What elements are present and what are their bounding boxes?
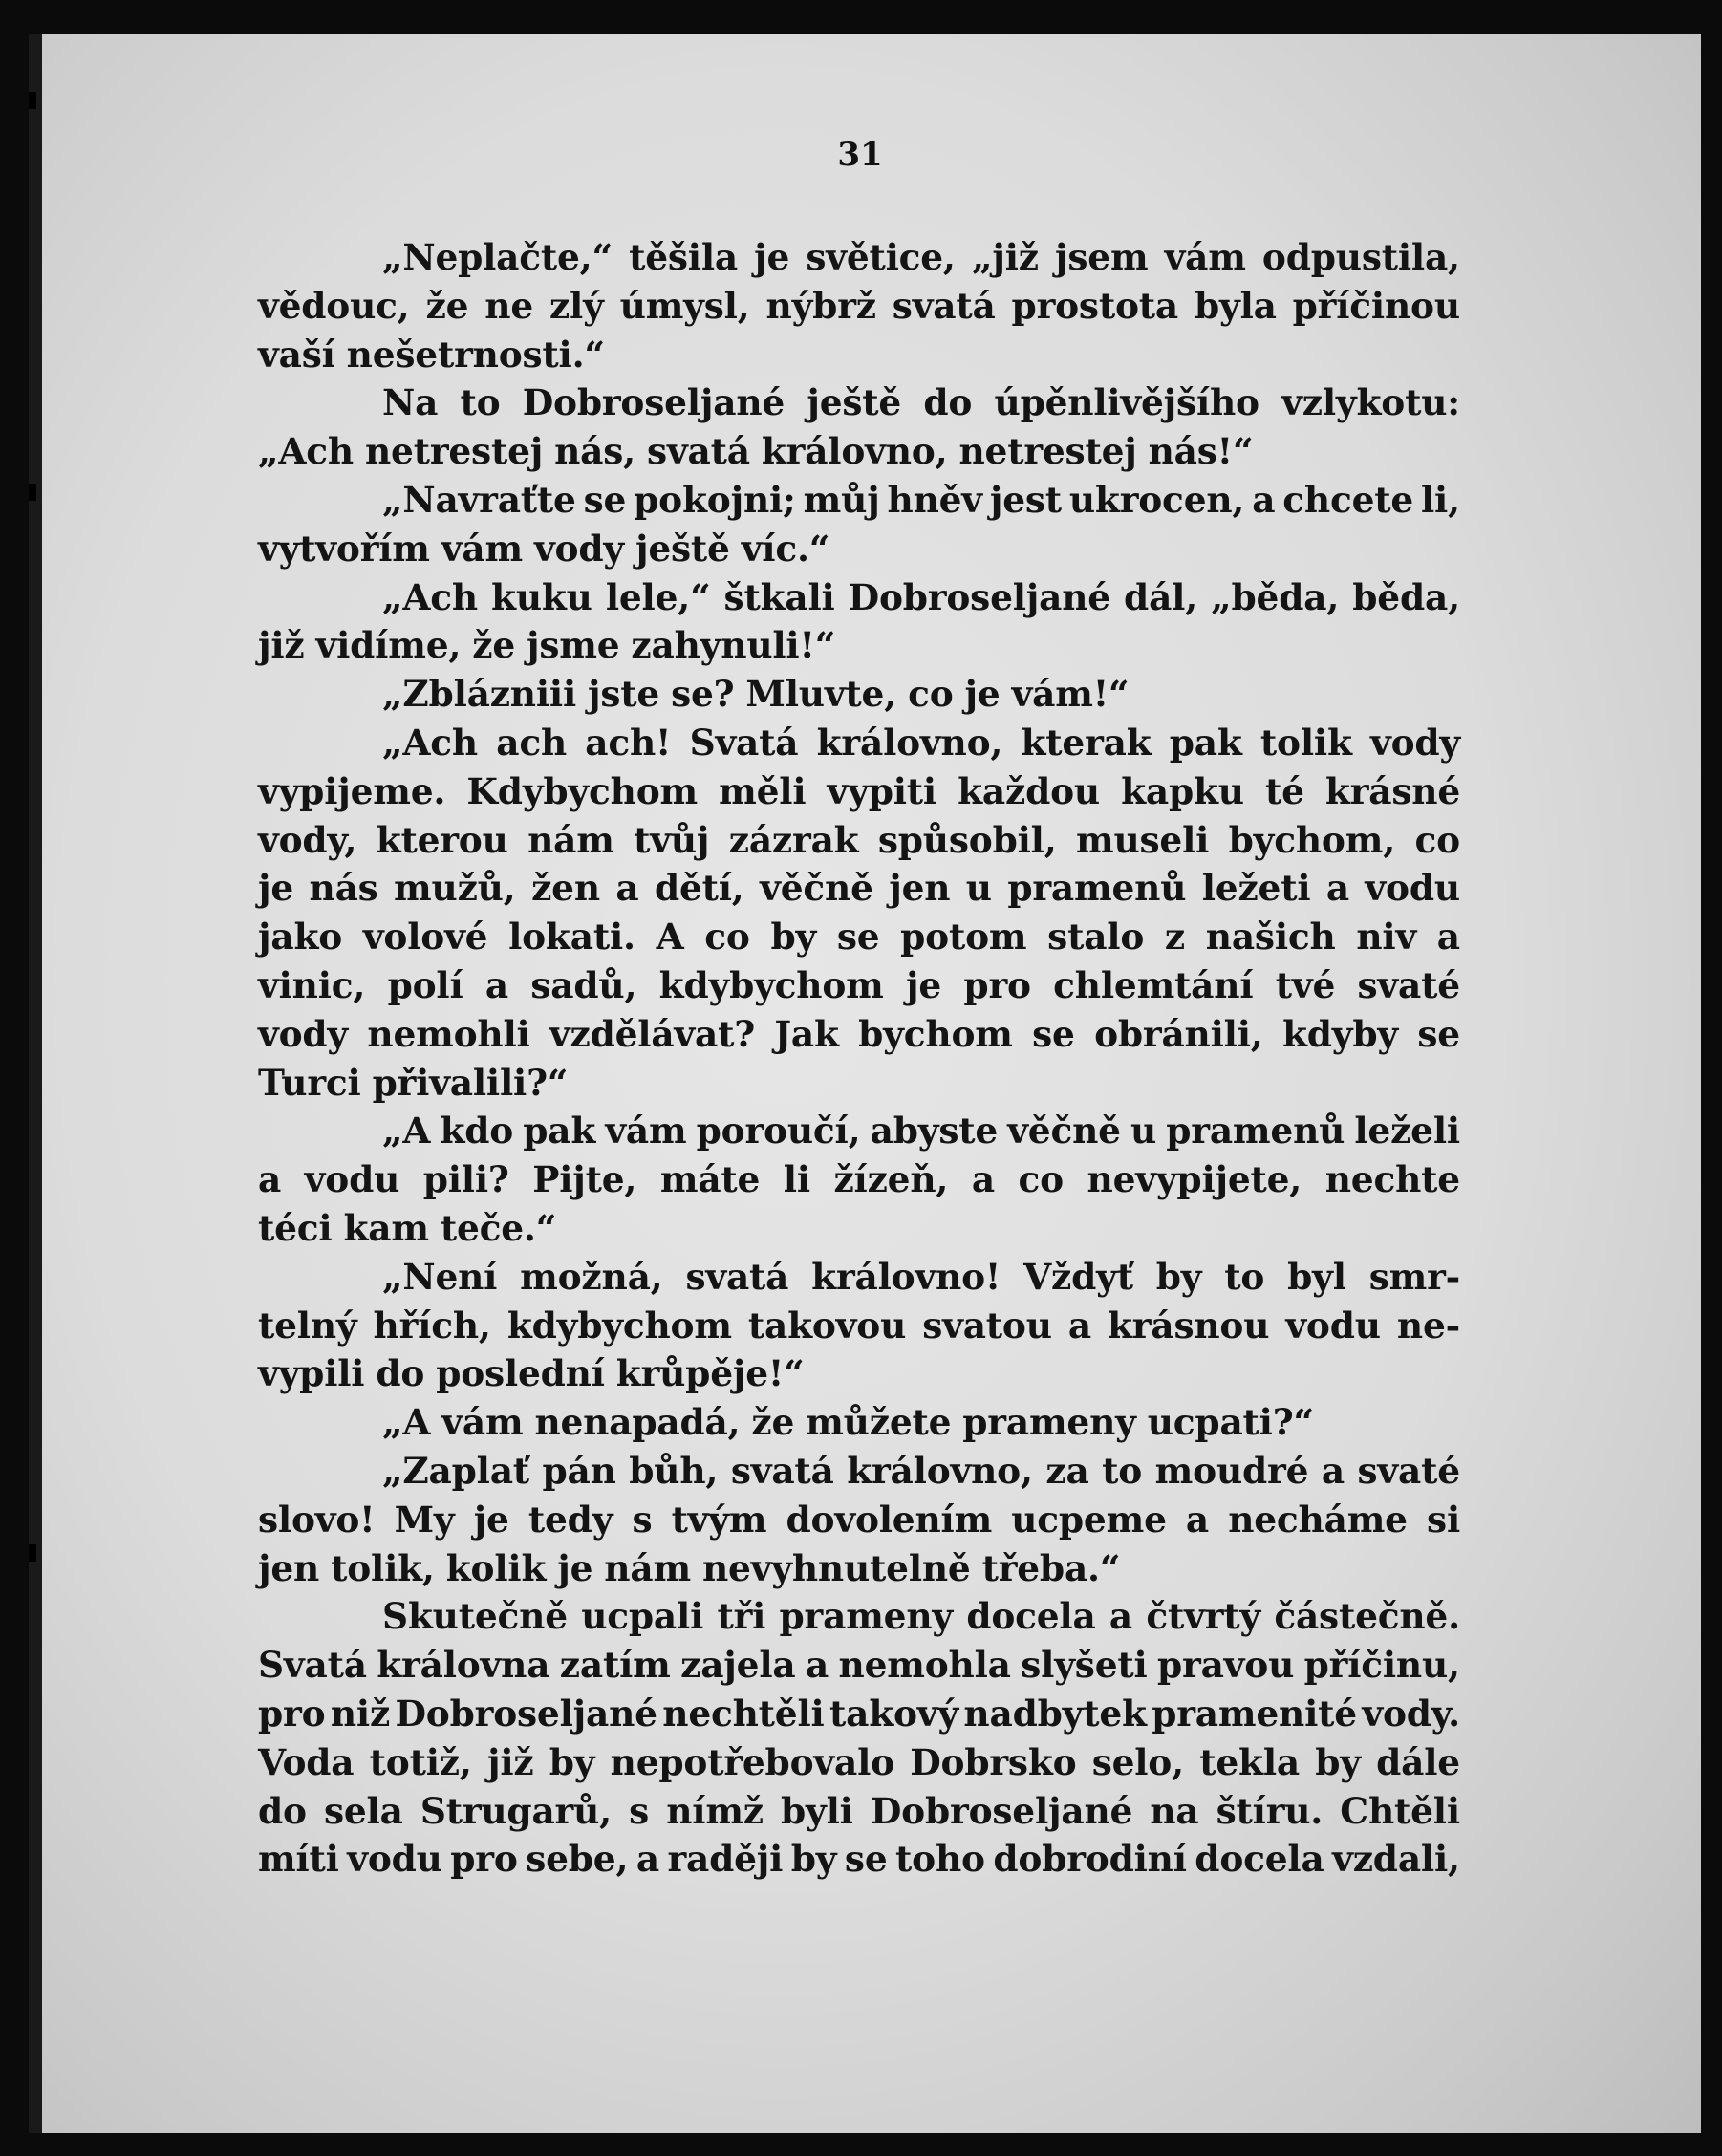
text-line: „A vám nenapadá, že můžete prameny ucpati?“ [382, 1401, 1314, 1444]
text-line: Voda totiž, již by nepotřebovalo Dobrsko selo, tekla by dále [258, 1740, 1460, 1783]
text-line: je nás mužů, žen a dětí, věčně jen u pramenů ležeti a vodu [258, 867, 1460, 910]
text-line: Skutečně ucpali tři prameny docela a čtvrtý částečně. [382, 1595, 1460, 1638]
text-line: do sela Strugarů, s nímž byli Dobroseljané na štíru. Chtěli [258, 1789, 1460, 1832]
text-line: „Neplačte,“ těšila je světice, „již jsem vám odpustila, [382, 236, 1460, 278]
text-line: Turci přivalili?“ [258, 1061, 569, 1104]
text-line: „Zblázniii jste se? Mluvte, co je vám!“ [382, 673, 1130, 716]
text-line: jako volové lokati. A co by se potom stalo z našich niv a [258, 916, 1460, 959]
text-line: pro niž Dobroseljané nechtěli takový nadbytek pramenité vody. [258, 1692, 1460, 1735]
text-line: „A kdo pak vám poroučí, abyste věčně u pramenů leželi [382, 1110, 1460, 1153]
text-line: míti vodu pro sebe, a raději by se toho dobrodiní docela vzdali, [258, 1838, 1460, 1881]
binding-mark [29, 92, 36, 109]
text-line: vytvořím vám vody ještě víc.“ [258, 527, 830, 570]
text-line: téci kam teče.“ [258, 1206, 557, 1249]
text-line: „Není možná, svatá královno! Vždyť by to byl smr- [382, 1255, 1460, 1298]
text-line: „Ach ach ach! Svatá královno, kterak pak tolik vody [382, 721, 1460, 764]
binding-mark [29, 1544, 36, 1562]
text-line: „Ach netrestej nás, svatá královno, netrestej nás!“ [258, 430, 1254, 473]
text-line: a vodu pili? Pijte, máte li žízeň, a co nevypijete, nechte [258, 1158, 1460, 1201]
text-line: telný hřích, kdybychom takovou svatou a krásnou vodu ne- [258, 1304, 1460, 1347]
text-line: vody nemohli vzdělávat? Jak bychom se obránili, kdyby se [258, 1012, 1460, 1055]
binding-mark [29, 484, 36, 501]
scanned-page [29, 34, 1701, 2133]
text-line: vinic, polí a sadů, kdybychom je pro chlemtání tvé svaté [258, 963, 1460, 1006]
text-line: „Navraťte se pokojni; můj hněv jest ukrocen, a chcete li, [382, 478, 1460, 521]
text-line: vody, kterou nám tvůj zázrak spůsobil, museli bychom, co [258, 818, 1460, 861]
text-line: vaší nešetrnosti.“ [258, 333, 605, 376]
text-line: slovo! My je tedy s tvým dovolením ucpeme a necháme si [258, 1498, 1460, 1541]
text-line: jen tolik, kolik je nám nevyhnutelně třeba.“ [258, 1546, 1121, 1589]
text-line: vypijeme. Kdybychom měli vypiti každou kapku té krásné [258, 769, 1460, 812]
text-line: Svatá královna zatím zajela a nemohla slyšeti pravou příčinu, [258, 1644, 1460, 1687]
text-line: „Ach kuku lele,“ štkali Dobroseljané dál, „běda, běda, [382, 575, 1460, 618]
page-binding-edge [29, 34, 42, 2133]
page-number: 31 [837, 136, 883, 174]
text-line: „Zaplať pán bůh, svatá královno, za to moudré a svaté [382, 1449, 1460, 1492]
text-line: již vidíme, že jsme zahynuli!“ [258, 624, 836, 667]
text-line: Na to Dobroseljané ještě do úpěnlivějšího vzlykotu: [382, 381, 1460, 424]
text-line: vědouc, že ne zlý úmysl, nýbrž svatá prostota byla příčinou [258, 284, 1460, 327]
text-line: vypili do poslední krůpěje!“ [258, 1352, 805, 1395]
page-body-text [258, 233, 1460, 1884]
